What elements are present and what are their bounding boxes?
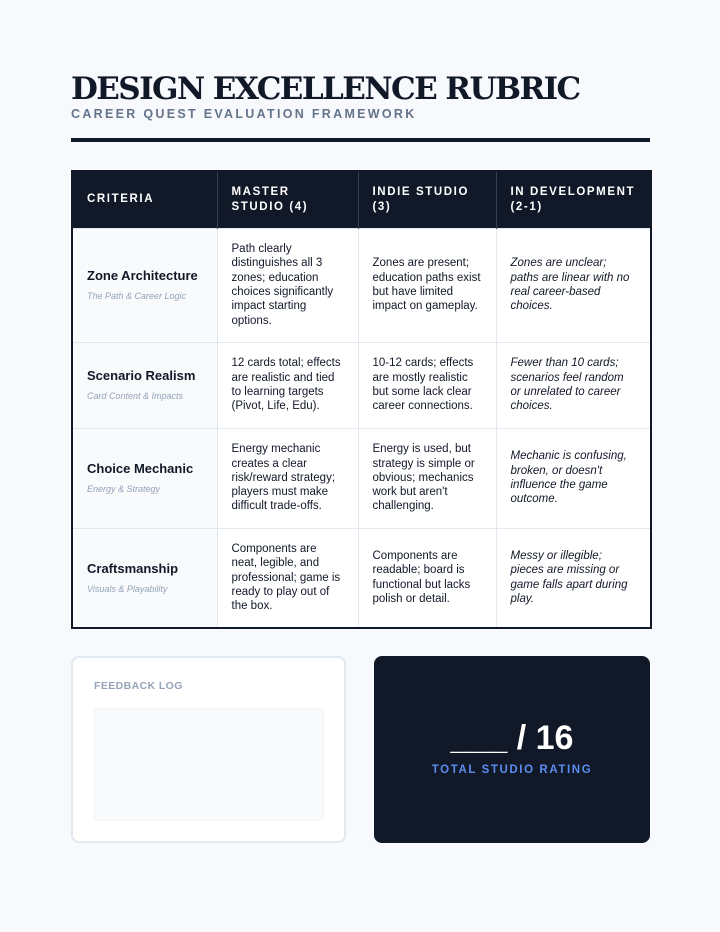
column-header-development: IN DEVELOPMENT (2-1) [496,171,651,228]
criteria-cell [72,342,217,428]
master-cell: Path clearly distinguishes all 3 zones; education choices significantly impact starting options. [217,228,358,342]
development-cell: Fewer than 10 cards; scenarios feel random or unrelated to career choices. [496,342,651,428]
column-header-indie: INDIE STUDIO (3) [358,171,496,228]
rubric-table [71,170,652,629]
page-subtitle: CAREER QUEST EVALUATION FRAMEWORK [71,107,417,121]
criteria-cell [72,428,217,528]
master-cell: Energy mechanic creates a clear risk/reward strategy; players must make difficult trade-offs. [217,428,358,528]
indie-cell: Energy is used, but strategy is simple or obvious; mechanics work but aren't challenging. [358,428,496,528]
indie-cell: Zones are present; education paths exist but have limited impact on gameplay. [358,228,496,342]
indie-cell: Components are readable; board is functional but lacks polish or detail. [358,528,496,628]
feedback-writing-area[interactable] [94,708,324,821]
criteria-name: Zone Architecture [87,268,198,283]
criteria-subtitle: Energy & Strategy [87,484,161,494]
indie-cell: 10-12 cards; effects are mostly realistic but some lack clear career connections. [358,342,496,428]
score-card [374,656,650,843]
criteria-subtitle: Card Content & Impacts [87,391,184,401]
master-cell: Components are neat, legible, and professional; game is ready to play out of the box. [217,528,358,628]
development-cell: Messy or illegible; pieces are missing or game falls apart during play. [496,528,651,628]
criteria-name: Choice Mechanic [87,461,194,476]
criteria-cell [72,528,217,628]
column-header-master: MASTER STUDIO (4) [217,171,358,228]
column-header-criteria: CRITERIA [72,171,217,228]
criteria-subtitle: The Path & Career Logic [87,291,187,301]
table-row [72,342,651,428]
table-row [72,528,651,628]
feedback-label: FEEDBACK LOG [94,680,183,692]
development-cell: Mechanic is confusing, broken, or doesn't influence the game outcome. [496,428,651,528]
score-value: ___ / 16 [450,719,574,757]
criteria-cell [72,228,217,342]
development-cell: Zones are unclear; paths are linear with no real career-based choices. [496,228,651,342]
page-title: DESIGN EXCELLENCE RUBRIC [71,71,580,107]
table-row [72,228,651,342]
criteria-subtitle: Visuals & Playability [87,583,168,594]
table-header-row [72,171,651,228]
table-row [72,428,651,528]
criteria-name: Craftsmanship [87,560,179,576]
master-cell: 12 cards total; effects are realistic and tied to learning targets (Pivot, Life, Edu). [217,342,358,428]
title-divider [71,138,650,142]
feedback-card [71,656,346,843]
criteria-name: Scenario Realism [87,368,196,383]
score-label: TOTAL STUDIO RATING [431,764,593,776]
